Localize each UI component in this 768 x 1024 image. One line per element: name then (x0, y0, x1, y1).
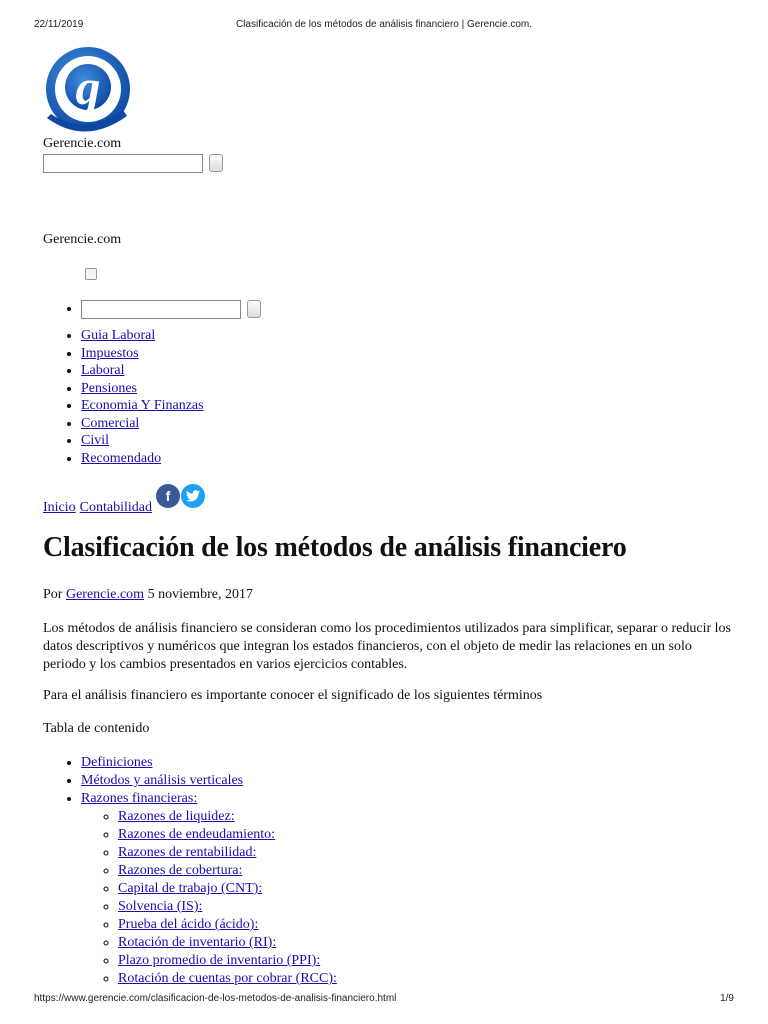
nav-search-button[interactable] (247, 300, 261, 318)
nav-link-economia-y-finanzas[interactable]: Economia Y Finanzas (81, 398, 204, 413)
toc-link-cobertura[interactable]: Razones de cobertura: (118, 863, 243, 878)
toc-subitem (118, 862, 337, 880)
nav-item (81, 380, 261, 398)
author-link[interactable]: Gerencie.com (65, 587, 145, 602)
toc-item (81, 754, 337, 772)
toc-subitem (118, 934, 337, 952)
twitter-bird-glyph (186, 490, 200, 502)
toc-subitem (118, 844, 337, 862)
nav-item (81, 362, 261, 380)
toc-link-prueba-acido[interactable]: Prueba del ácido (ácido): (118, 917, 259, 932)
nav-link-impuestos[interactable]: Impuestos (81, 345, 139, 361)
publish-date: 5 noviembre, 2017 (147, 587, 253, 602)
print-url: https://www.gerencie.com/clasificacion-de-los-metodos-de-analisis-financiero.html (34, 993, 397, 1004)
article-intro-paragraph: Los métodos de análisis financiero se consideran como los procedimientos utilizados para simplificar, separar o reducir los datos descriptivos y numéricos que integran los estados financieros, con el objeto de medir las relaciones en un solo periodo y los cambios presentados en varios ejercicios contables. (43, 621, 731, 672)
byline-prefix: Por (43, 587, 63, 602)
nav-item (81, 450, 261, 468)
toc-link-metodos-verticales[interactable]: Métodos y análisis verticales (81, 773, 244, 788)
nav-link-guia-laboral[interactable]: Guia Laboral (81, 328, 156, 343)
toc-link-endeudamiento[interactable]: Razones de endeudamiento: (118, 827, 276, 842)
print-date: 22/11/2019 (34, 19, 84, 30)
toc-link-liquidez[interactable]: Razones de liquidez: (118, 809, 235, 824)
toc-subitem (118, 916, 337, 934)
toc-link-solvencia[interactable]: Solvencia (IS): (118, 899, 203, 914)
nav-link-laboral[interactable]: Laboral (81, 363, 125, 378)
toc-subitem (118, 826, 337, 844)
toc-item (81, 790, 337, 988)
header-search (43, 154, 223, 173)
toc-link-plazo-promedio[interactable]: Plazo promedio de inventario (PPI): (118, 953, 321, 968)
twitter-icon[interactable] (181, 484, 205, 508)
breadcrumb-home-link[interactable]: Inicio (43, 500, 76, 515)
breadcrumb (43, 484, 205, 516)
site-name[interactable]: Gerencie.com (43, 136, 122, 151)
table-of-contents (63, 754, 337, 988)
svg-text:g: g (75, 59, 101, 115)
social-share (156, 484, 205, 508)
breadcrumb-category-link[interactable]: Contabilidad (79, 500, 152, 515)
article-paragraph: Para el análisis financiero es importante conocer el significado de los siguientes términos (43, 688, 543, 703)
toc-subitem (118, 952, 337, 970)
search-button[interactable] (209, 154, 223, 172)
print-doc-title: Clasificación de los métodos de análisis financiero | Gerencie.com. (235, 19, 533, 30)
nav-link-recomendado[interactable]: Recomendado (81, 450, 162, 466)
toc-heading: Tabla de contenido (43, 721, 150, 736)
nav-link-pensiones[interactable]: Pensiones (81, 380, 137, 396)
toc-link-razones-financieras[interactable]: Razones financieras: (81, 791, 198, 806)
print-page-number: 1/9 (720, 993, 734, 1004)
toc-link-definiciones[interactable]: Definiciones (81, 755, 153, 770)
nav-item (81, 397, 261, 415)
nav-search-input[interactable] (81, 300, 241, 319)
nav-item (81, 345, 261, 363)
toc-subitem (118, 808, 337, 826)
nav-item (81, 415, 261, 433)
nav-link-comercial[interactable]: Comercial (81, 415, 140, 431)
menu-toggle-checkbox[interactable] (85, 268, 97, 280)
site-name-secondary[interactable]: Gerencie.com (43, 232, 122, 247)
nav-item (81, 327, 261, 345)
toc-subitem (118, 880, 337, 898)
toc-subitem (118, 970, 337, 988)
toc-link-capital-trabajo[interactable]: Capital de trabajo (CNT): (118, 881, 263, 896)
facebook-icon[interactable]: f (156, 484, 180, 508)
nav-link-civil[interactable]: Civil (81, 433, 110, 448)
toc-link-rentabilidad[interactable]: Razones de rentabilidad: (118, 845, 257, 860)
gerencie-logo-icon[interactable] (43, 44, 133, 134)
search-input[interactable] (43, 154, 203, 173)
nav-item (81, 432, 261, 450)
nav-search-item (81, 300, 261, 327)
toc-sublist (81, 808, 337, 988)
toc-subitem (118, 898, 337, 916)
main-nav (63, 300, 261, 467)
toc-link-rotacion-cuentas[interactable]: Rotación de cuentas por cobrar (RCC): (118, 971, 337, 986)
toc-link-rotacion-inventario[interactable]: Rotación de inventario (RI): (118, 935, 277, 950)
toc-item (81, 772, 337, 790)
article-byline (43, 587, 253, 603)
article-title: Clasificación de los métodos de análisis financiero (43, 532, 627, 563)
